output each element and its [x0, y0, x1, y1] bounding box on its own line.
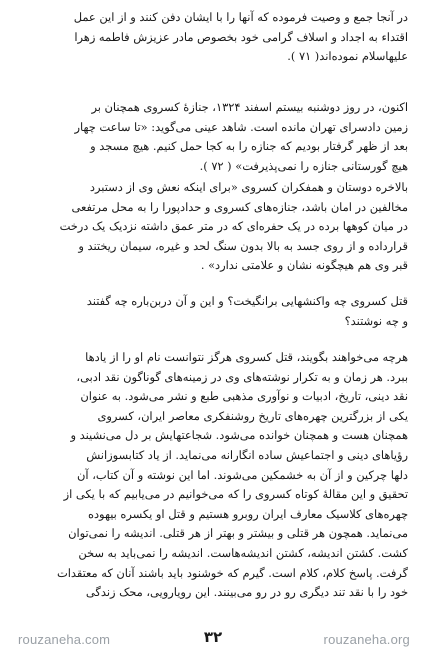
- text-line: علیهاسلام نموده‌اند( ۷۱ ).: [287, 49, 408, 64]
- text-line: نقد دینی، تاریخ، ادبیات و نوآوری مذهبی طبع و نشر می‌شود. به عنوان: [80, 389, 408, 404]
- text-line: همچنان هست و همچنان خوانده می‌شود. شجاعتهایش بر دل می‌نشیند و: [70, 428, 408, 443]
- text-line: زمین دادسرای تهران مانده است. شاهد عینی می‌گوید: «تا ساعت چهار: [74, 119, 408, 134]
- text-line: در میان کوهها برده در یک حفره‌ای که در متر عمق داشته نزدیک یک درخت: [59, 219, 408, 234]
- page-footer: [0, 628, 426, 652]
- paragraph-3: [20, 178, 408, 276]
- text-line: دلها چرکین و از آن به خشمکین می‌شوند. اما این نوشته و آن کتاب، آن: [77, 467, 408, 482]
- text-line: چهره‌های کلاسیک معارف ایران روبرو هستیم و قتل او یکسره بیهوده: [88, 506, 408, 521]
- text-line: هیچ گورستانی جنازه را نمی‌پذیرفت» ( ۷۲ ).: [199, 158, 408, 173]
- text-line: تحقیق و این مقالهٔ کوتاه کسروی را که می‌خوانیم در می‌یابیم که با یکی از: [63, 487, 408, 502]
- text-line: می‌نماید. همچون هر قتلی و بیشتر و بهتر از هر قتلی. اندیشه را نمی‌توان: [68, 526, 408, 541]
- watermark-right: rouzaneha.org: [323, 632, 410, 647]
- text-line: قرارداده و از روی جسد به بالا بدون سنگ لحد و غیره، سیمان ریختند و: [78, 238, 408, 253]
- text-line: رؤیاهای دینی و اجتماعیش ساده انگارانه می‌نماید. از یاد کتابسوزانش: [86, 447, 408, 462]
- text-line: هرچه می‌خواهند بگویند، قتل کسروی هرگز نتوانست نام او را از یادها: [85, 350, 408, 364]
- text-line: خود را با نقد تند دیگری رو در رو می‌بینند. این رویارویی، محک زندگی: [85, 585, 408, 600]
- text-line: گرفت. پاسخ کلام، کلام است. گیرم که خوشنود باید باشند آنان که معتقدات: [56, 565, 408, 580]
- watermark-left: rouzaneha.com: [18, 632, 111, 647]
- text-line: اکنون، در روز دوشنبه بیستم اسفند ۱۳۲۴، جنازهٔ کسروی همچنان بر: [91, 100, 408, 114]
- page-number: ۳۲: [203, 628, 223, 646]
- paragraph-1: [20, 8, 408, 67]
- paragraph-2: [20, 98, 408, 176]
- text-line: و چه نوشتند؟: [344, 313, 408, 328]
- text-line: بعد از ظهر گرفتار بودیم که جنازه را به کجا حمل کنیم. هیچ مسجد و: [90, 139, 408, 154]
- paragraph-4: [20, 292, 408, 331]
- text-line: قبر وی هم هیچگونه نشان و علامتی ندارد» .: [200, 258, 408, 273]
- text-line: ببرد. هر زمان و به تکرار نوشته‌های وی در زمینه‌های گوناگون نقد ادبی،: [76, 369, 408, 384]
- text-line: کشت. کشتن اندیشه، کشتن اندیشه‌هاست. اندیشه را نمی‌باید به سخن: [78, 545, 408, 560]
- paragraph-5: [20, 348, 408, 603]
- text-line: قتل کسروی چه واکنشهایی برانگیخت؟ و این و آن دربن‌باره چه گفتند: [86, 294, 408, 308]
- text-line: مخالفین در امان باشد، جنازه‌های کسروی و حدادپورا را به محل مرتفعی: [71, 199, 408, 214]
- text-line: یکی از بزرگترین چهره‌های تاریخ روشنفکری معاصر ایران، کسروی: [97, 408, 408, 423]
- text-line: در آنجا جمع و وصیت فرموده که آنها را با ایشان دفن کنند و از این عمل: [73, 10, 408, 24]
- text-line: بالاخره دوستان و همفکران کسروی «برای اینکه نعش وی از دستبرد: [89, 180, 408, 194]
- text-line: اقتداء به اجداد و اسلاف گرامی خود بخصوص مادر عزیزش فاطمه زهرا: [74, 29, 408, 44]
